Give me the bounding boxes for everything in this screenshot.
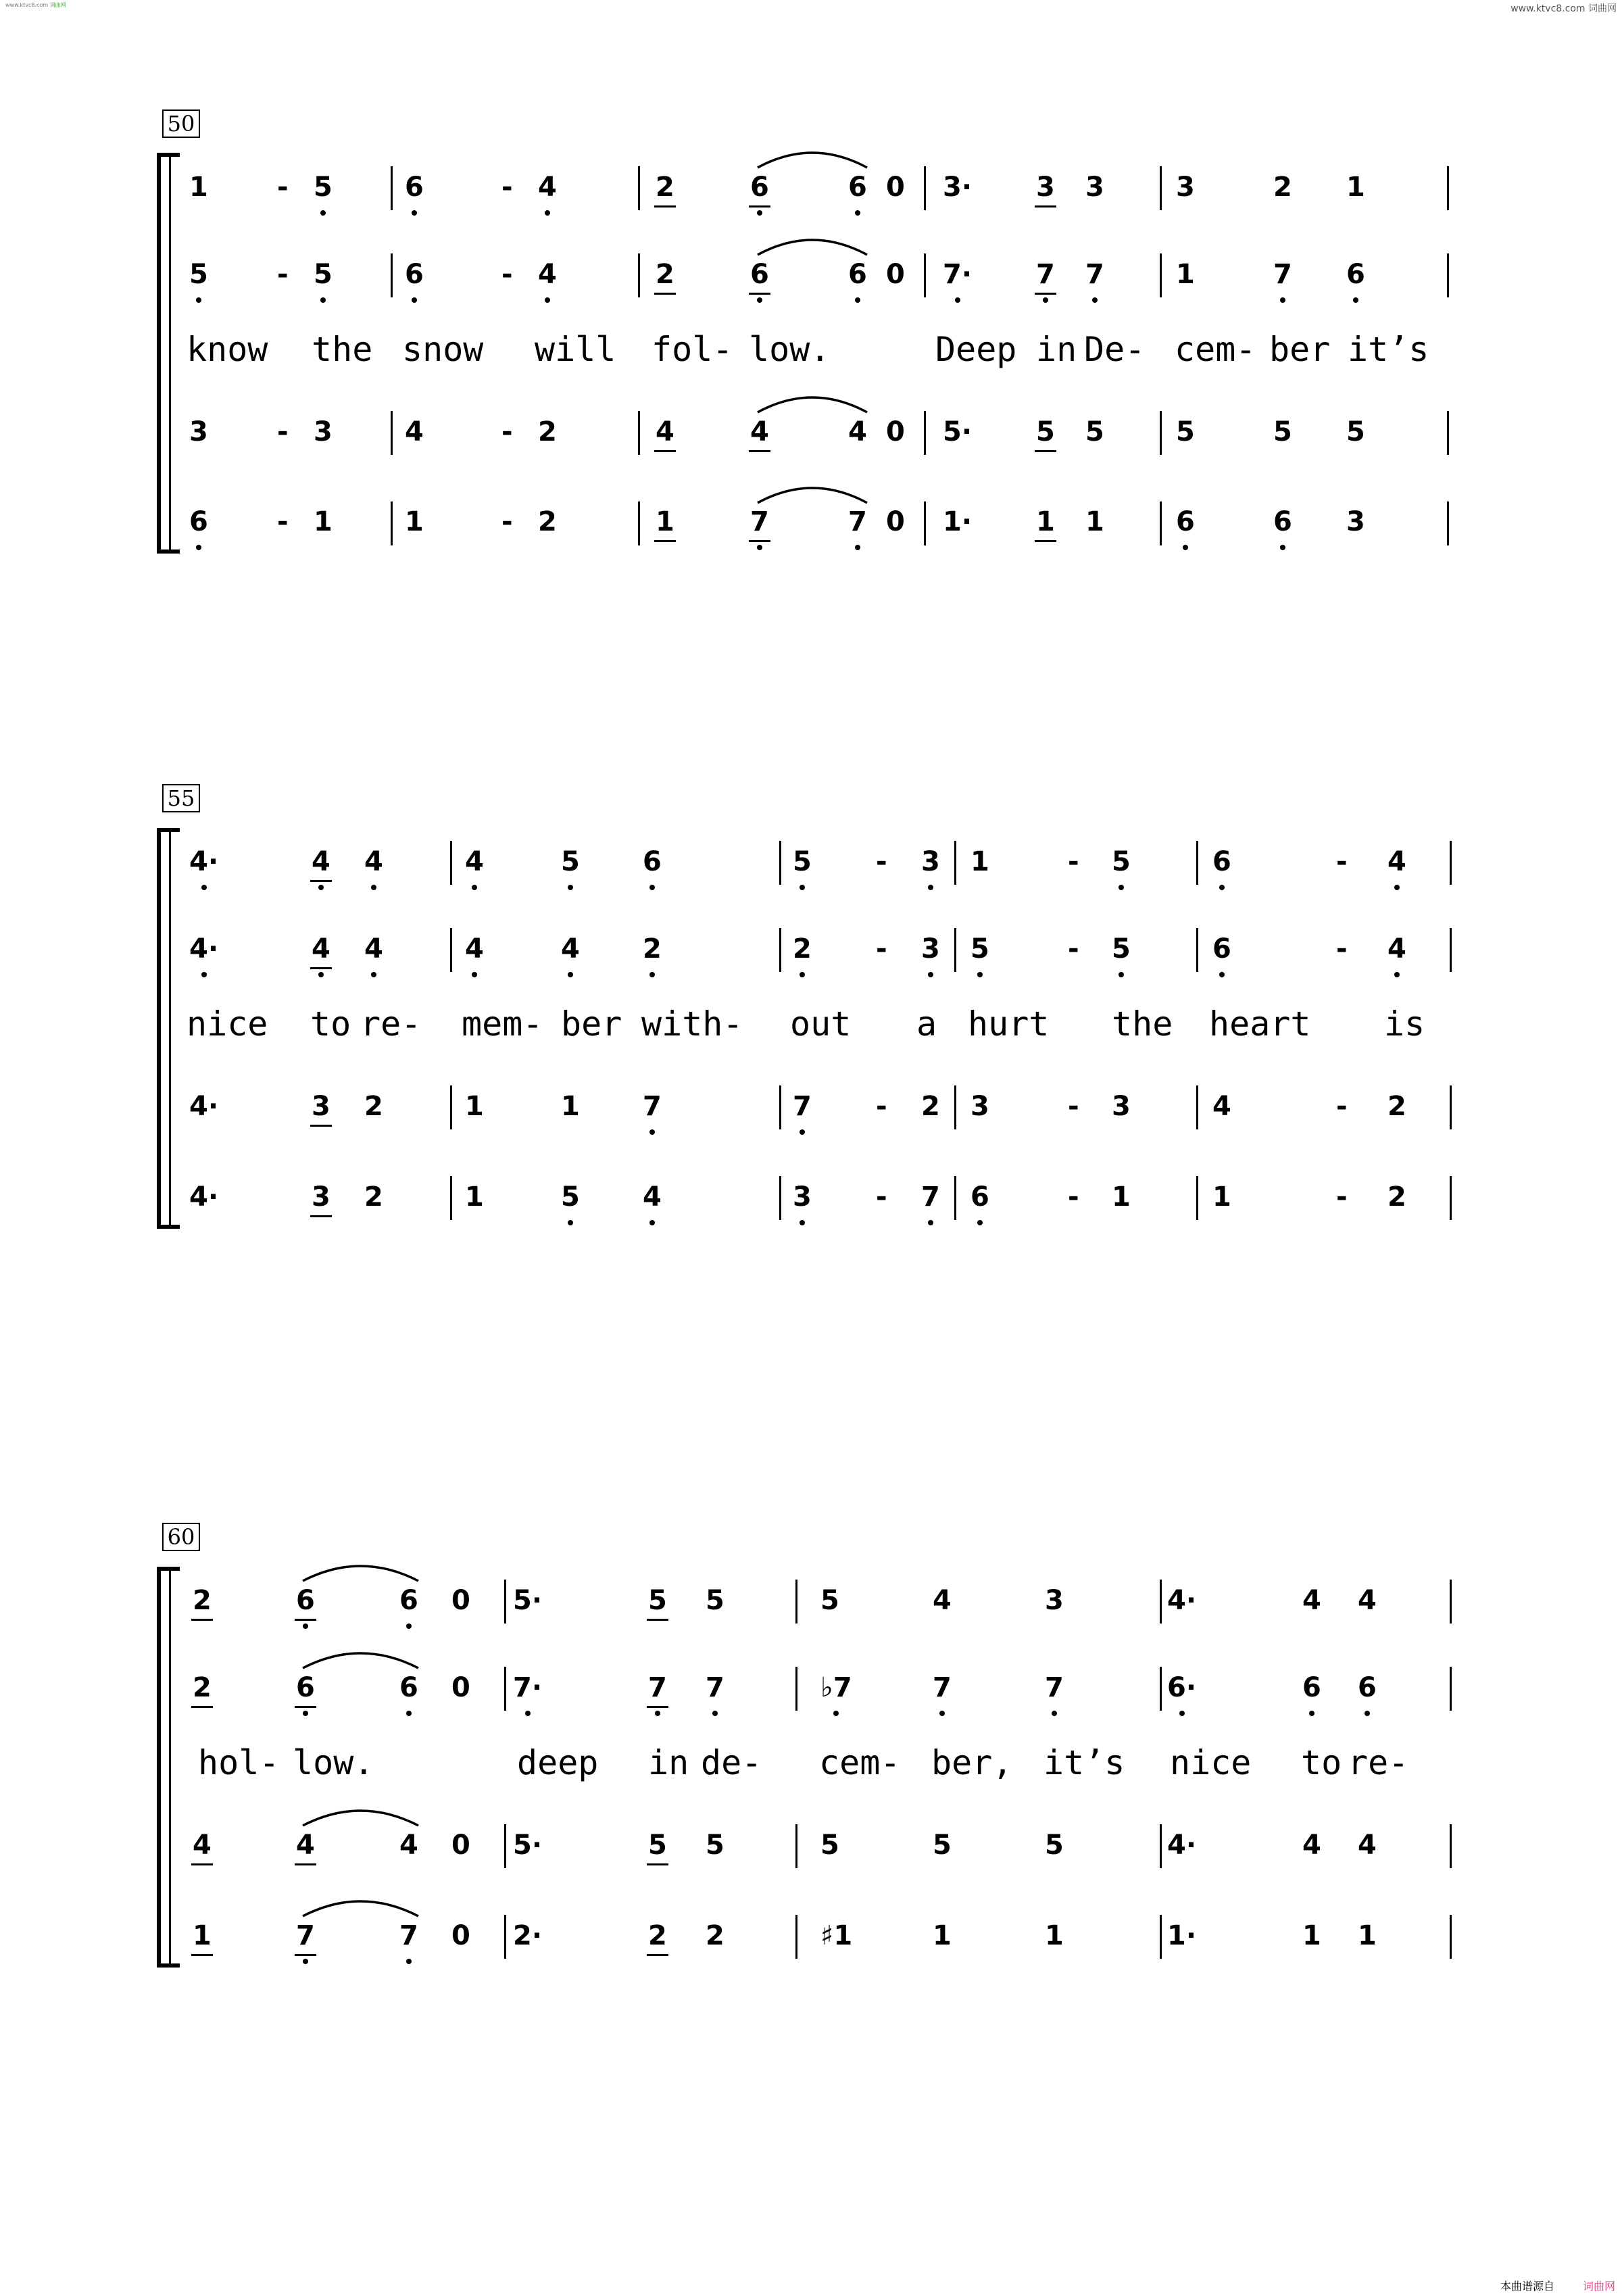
footer-source: 本曲谱源自 — [1500, 2280, 1554, 2293]
jianpu-note: 4· — [189, 1181, 219, 1213]
barline — [1160, 411, 1162, 455]
jianpu-note: 6 — [296, 1585, 315, 1616]
jianpu-note: 4 — [399, 1830, 418, 1861]
jianpu-note: 7 — [933, 1672, 952, 1703]
jianpu-note: 4· — [1167, 1830, 1197, 1861]
barline — [1160, 1667, 1162, 1711]
jianpu-note: 1 — [1358, 1920, 1377, 1951]
lyric-syllable: ber, — [931, 1743, 1013, 1782]
barline — [391, 411, 393, 455]
jianpu-note: 4 — [848, 416, 867, 447]
lyric-syllable: out — [790, 1004, 852, 1044]
lyric-syllable: in — [648, 1743, 689, 1782]
jianpu-note: 1 — [189, 172, 208, 203]
barline — [795, 1824, 797, 1868]
jianpu-note: 7 — [848, 506, 867, 537]
jianpu-note: 2 — [538, 416, 557, 447]
jianpu-note: 5· — [513, 1830, 543, 1861]
jianpu-note: 6 — [1273, 506, 1292, 537]
jianpu-note: 4· — [189, 933, 219, 964]
jianpu-note: 0 — [451, 1830, 470, 1861]
barline — [1160, 1915, 1162, 1959]
jianpu-note: 3 — [1045, 1585, 1064, 1616]
jianpu-note: 7 — [706, 1672, 724, 1703]
barline — [638, 411, 640, 455]
jianpu-note: 7 — [643, 1091, 662, 1122]
lyric-syllable: deep — [517, 1743, 599, 1782]
jianpu-note: 6 — [1302, 1672, 1321, 1703]
barline — [638, 502, 640, 545]
barline — [638, 253, 640, 297]
slur — [303, 1558, 418, 1585]
barline — [779, 841, 781, 885]
jianpu-note: 1 — [1212, 1181, 1231, 1213]
bracket-hook-top — [157, 828, 180, 832]
barline — [1450, 1176, 1452, 1220]
jianpu-note: 1 — [1112, 1181, 1131, 1213]
slur — [758, 389, 867, 416]
jianpu-note: 4 — [1387, 933, 1406, 964]
jianpu-note: 3 — [1346, 506, 1365, 537]
jianpu-note: 3 — [312, 1091, 330, 1122]
barline — [450, 1085, 452, 1129]
jianpu-note: 5 — [1045, 1830, 1064, 1861]
jianpu-note: - — [876, 846, 887, 877]
jianpu-note: 1· — [1167, 1920, 1197, 1951]
jianpu-note: 4 — [750, 416, 769, 447]
lyric-syllable: a — [916, 1004, 937, 1044]
jianpu-note: 5 — [189, 259, 208, 290]
jianpu-note: 7 — [921, 1181, 940, 1213]
system-bracket-line — [169, 828, 171, 1229]
slur — [758, 480, 867, 507]
lyric-syllable: mem- — [462, 1004, 543, 1044]
barline — [954, 841, 956, 885]
barline — [779, 928, 781, 972]
jianpu-note: 6 — [399, 1672, 418, 1703]
jianpu-note: - — [501, 416, 513, 447]
lyric-syllable: is — [1384, 1004, 1425, 1044]
jianpu-note: - — [1336, 1091, 1348, 1122]
barline — [795, 1580, 797, 1623]
lyric-syllable: in — [1036, 330, 1077, 369]
measure-number: 55 — [162, 784, 200, 812]
barline — [1160, 1824, 1162, 1868]
jianpu-note: 4 — [643, 1181, 662, 1213]
barline — [1450, 1085, 1452, 1129]
system-bracket — [157, 1567, 161, 1968]
jianpu-note: 4 — [296, 1830, 315, 1861]
jianpu-note: 6 — [848, 172, 867, 203]
barline — [954, 1085, 956, 1129]
jianpu-note: 2 — [364, 1091, 383, 1122]
jianpu-note: - — [1068, 933, 1079, 964]
lyric-syllable: fol- — [652, 330, 733, 369]
jianpu-note: 4 — [405, 416, 424, 447]
jianpu-note: - — [1068, 1091, 1079, 1122]
jianpu-note: 4 — [1387, 846, 1406, 877]
barline — [504, 1824, 506, 1868]
jianpu-note: 7 — [1273, 259, 1292, 290]
lyric-syllable: the — [312, 330, 373, 369]
barline — [1196, 841, 1198, 885]
jianpu-note: 2 — [193, 1672, 212, 1703]
lyric-syllable: with- — [641, 1004, 743, 1044]
jianpu-note: 3 — [1036, 172, 1055, 203]
jianpu-note: 4 — [465, 846, 484, 877]
lyric-syllable: it’s — [1348, 330, 1429, 369]
jianpu-note: ♯1 — [820, 1920, 853, 1951]
jianpu-note: - — [277, 172, 289, 203]
jianpu-note: 6 — [189, 506, 208, 537]
jianpu-note: 2 — [706, 1920, 724, 1951]
jianpu-note: 1 — [1346, 172, 1365, 203]
lyric-syllable: the — [1112, 1004, 1173, 1044]
barline — [924, 166, 926, 210]
jianpu-note: 5 — [1112, 933, 1131, 964]
lyric-syllable: De- — [1084, 330, 1146, 369]
jianpu-note: 2 — [656, 259, 674, 290]
jianpu-note: 1· — [943, 506, 973, 537]
lyric-syllable: ber — [1269, 330, 1331, 369]
jianpu-note: 3 — [189, 416, 208, 447]
barline — [1450, 1915, 1452, 1959]
jianpu-note: 4 — [538, 172, 557, 203]
jianpu-note: 6 — [405, 259, 424, 290]
jianpu-note: 1 — [465, 1181, 484, 1213]
jianpu-note: 1 — [314, 506, 333, 537]
jianpu-note: 4· — [189, 846, 219, 877]
lyric-syllable: low. — [749, 330, 831, 369]
jianpu-note: 1 — [1036, 506, 1055, 537]
barline — [450, 1176, 452, 1220]
jianpu-note: 3 — [1112, 1091, 1131, 1122]
jianpu-note: - — [1336, 846, 1348, 877]
jianpu-note: 1 — [193, 1920, 212, 1951]
barline — [1450, 1667, 1452, 1711]
jianpu-note: 6 — [643, 846, 662, 877]
jianpu-note: 5 — [1273, 416, 1292, 447]
system-bracket — [157, 828, 161, 1229]
jianpu-note: - — [501, 506, 513, 537]
jianpu-note: - — [277, 506, 289, 537]
jianpu-note: 6 — [296, 1672, 315, 1703]
lyric-syllable: re- — [360, 1004, 422, 1044]
bracket-hook-bottom — [157, 1225, 180, 1229]
jianpu-note: 5 — [1346, 416, 1365, 447]
jianpu-note: 4 — [1358, 1830, 1377, 1861]
jianpu-note: 6 — [1176, 506, 1195, 537]
lyric-syllable: know — [187, 330, 268, 369]
bracket-hook-top — [157, 153, 180, 157]
barline — [779, 1176, 781, 1220]
jianpu-note: - — [1068, 1181, 1079, 1213]
system-bracket-line — [169, 153, 171, 554]
barline — [795, 1915, 797, 1959]
jianpu-note: 6 — [750, 259, 769, 290]
jianpu-note: 2 — [364, 1181, 383, 1213]
lyric-syllable: re- — [1348, 1743, 1409, 1782]
barline — [391, 166, 393, 210]
jianpu-note: 2 — [648, 1920, 667, 1951]
barline — [1196, 1176, 1198, 1220]
jianpu-note: 5 — [648, 1585, 667, 1616]
jianpu-note: 7 — [399, 1920, 418, 1951]
jianpu-note: 7 — [1045, 1672, 1064, 1703]
jianpu-note: 3· — [943, 172, 973, 203]
jianpu-note: - — [1068, 846, 1079, 877]
jianpu-note: 4 — [364, 933, 383, 964]
jianpu-note: - — [1336, 933, 1348, 964]
slur — [758, 145, 867, 172]
barline — [1447, 253, 1449, 297]
barline — [1447, 166, 1449, 210]
jianpu-note: 4· — [1167, 1585, 1197, 1616]
jianpu-note: - — [277, 259, 289, 290]
header-site: www.ktvc8.com 词曲网 — [1510, 3, 1617, 14]
barline — [1450, 1824, 1452, 1868]
jianpu-note: 7· — [513, 1672, 543, 1703]
jianpu-note: 4 — [312, 933, 330, 964]
jianpu-note: - — [277, 416, 289, 447]
barline — [638, 166, 640, 210]
barline — [391, 253, 393, 297]
jianpu-note: 1 — [405, 506, 424, 537]
barline — [954, 928, 956, 972]
jianpu-note: 0 — [451, 1672, 470, 1703]
lyric-syllable: ber — [561, 1004, 622, 1044]
jianpu-note: 6 — [1212, 846, 1231, 877]
jianpu-note: 1 — [656, 506, 674, 537]
measure-number: 60 — [162, 1523, 200, 1551]
jianpu-note: 1 — [1085, 506, 1104, 537]
jianpu-note: 6 — [399, 1585, 418, 1616]
jianpu-note: 2 — [1387, 1181, 1406, 1213]
jianpu-note: 1 — [465, 1091, 484, 1122]
jianpu-note: - — [1336, 1181, 1348, 1213]
jianpu-note: 3 — [312, 1181, 330, 1213]
jianpu-note: - — [501, 172, 513, 203]
system-bracket-line — [169, 1567, 171, 1968]
jianpu-note: 4 — [193, 1830, 212, 1861]
jianpu-note: - — [876, 933, 887, 964]
jianpu-note: 2 — [1387, 1091, 1406, 1122]
jianpu-note: 2 — [193, 1585, 212, 1616]
jianpu-note: 2 — [921, 1091, 940, 1122]
jianpu-note: 6 — [1358, 1672, 1377, 1703]
jianpu-note: 6 — [1212, 933, 1231, 964]
jianpu-note: 7 — [1085, 259, 1104, 290]
jianpu-note: 4 — [364, 846, 383, 877]
lyric-syllable: cem- — [1175, 330, 1256, 369]
jianpu-note: 0 — [451, 1585, 470, 1616]
jianpu-note: 5 — [1036, 416, 1055, 447]
jianpu-note: 2 — [793, 933, 812, 964]
lyric-syllable: hurt — [968, 1004, 1050, 1044]
jianpu-note: 4 — [312, 846, 330, 877]
slur — [303, 1645, 418, 1672]
jianpu-note: 6 — [405, 172, 424, 203]
jianpu-note: 4 — [933, 1585, 952, 1616]
jianpu-note: - — [876, 1091, 887, 1122]
barline — [924, 411, 926, 455]
jianpu-note: 7· — [943, 259, 973, 290]
jianpu-note: 3 — [1176, 172, 1195, 203]
jianpu-note: 6 — [970, 1181, 989, 1213]
jianpu-note: 1 — [561, 1091, 580, 1122]
jianpu-note: 2 — [656, 172, 674, 203]
barline — [1160, 166, 1162, 210]
lyric-syllable: de- — [701, 1743, 762, 1782]
barline — [504, 1667, 506, 1711]
jianpu-note: 4 — [1358, 1585, 1377, 1616]
barline — [504, 1915, 506, 1959]
bracket-hook-top — [157, 1567, 180, 1571]
jianpu-note: 5 — [933, 1830, 952, 1861]
jianpu-note: 3 — [314, 416, 333, 447]
footer-site: 词曲网 — [1582, 2280, 1615, 2293]
jianpu-note: 3 — [921, 933, 940, 964]
jianpu-note: 3 — [921, 846, 940, 877]
barline — [1160, 1580, 1162, 1623]
jianpu-note: 4 — [465, 933, 484, 964]
slur — [758, 232, 867, 259]
jianpu-note: 4 — [656, 416, 674, 447]
lyric-syllable: to — [310, 1004, 351, 1044]
barline — [1160, 502, 1162, 545]
jianpu-note: 1 — [970, 846, 989, 877]
jianpu-note: 2 — [643, 933, 662, 964]
lyric-syllable: nice — [1170, 1743, 1252, 1782]
barline — [1196, 928, 1198, 972]
lyric-syllable: it’s — [1043, 1743, 1125, 1782]
site-logo-text: www.ktvc8.com 词曲网 — [5, 2, 66, 8]
jianpu-note: 5 — [1176, 416, 1195, 447]
jianpu-note: 4 — [1212, 1091, 1231, 1122]
barline — [1447, 502, 1449, 545]
jianpu-note: 6 — [848, 259, 867, 290]
jianpu-note: 0 — [886, 259, 905, 290]
jianpu-note: - — [876, 1181, 887, 1213]
jianpu-note: 7 — [648, 1672, 667, 1703]
jianpu-note: 5 — [970, 933, 989, 964]
jianpu-note: 3 — [793, 1181, 812, 1213]
jianpu-note: 6 — [750, 172, 769, 203]
jianpu-note: 4 — [538, 259, 557, 290]
jianpu-note: 4 — [1302, 1585, 1321, 1616]
jianpu-note: 0 — [886, 172, 905, 203]
barline — [779, 1085, 781, 1129]
jianpu-note: 6 — [1346, 259, 1365, 290]
lyric-syllable: cem- — [819, 1743, 901, 1782]
jianpu-note: 7 — [750, 506, 769, 537]
jianpu-note: 4· — [189, 1091, 219, 1122]
jianpu-note: 5 — [314, 172, 333, 203]
jianpu-note: 0 — [886, 416, 905, 447]
jianpu-note: 0 — [886, 506, 905, 537]
jianpu-note: 3 — [970, 1091, 989, 1122]
barline — [391, 502, 393, 545]
lyric-syllable: low. — [293, 1743, 374, 1782]
jianpu-note: 3 — [1085, 172, 1104, 203]
lyric-syllable: to — [1301, 1743, 1342, 1782]
jianpu-note: 2 — [538, 506, 557, 537]
jianpu-note: 5 — [1085, 416, 1104, 447]
bracket-hook-bottom — [157, 549, 180, 554]
jianpu-note: 5 — [561, 846, 580, 877]
jianpu-note: 7 — [1036, 259, 1055, 290]
jianpu-note: 5· — [513, 1585, 543, 1616]
barline — [1196, 1085, 1198, 1129]
jianpu-note: 5 — [820, 1830, 839, 1861]
barline — [1447, 411, 1449, 455]
jianpu-note: 7 — [793, 1091, 812, 1122]
barline — [924, 502, 926, 545]
jianpu-note: 5 — [793, 846, 812, 877]
barline — [954, 1176, 956, 1220]
barline — [1450, 928, 1452, 972]
barline — [504, 1580, 506, 1623]
lyric-syllable: will — [535, 330, 616, 369]
lyric-syllable: heart — [1209, 1004, 1311, 1044]
system-bracket — [157, 153, 161, 554]
jianpu-note: 0 — [451, 1920, 470, 1951]
jianpu-note: 5 — [648, 1830, 667, 1861]
jianpu-note: 5 — [820, 1585, 839, 1616]
lyric-syllable: nice — [187, 1004, 268, 1044]
jianpu-note: 2 — [1273, 172, 1292, 203]
jianpu-note: 5 — [314, 259, 333, 290]
measure-number: 50 — [162, 109, 200, 138]
jianpu-note: - — [501, 259, 513, 290]
jianpu-note: 5 — [561, 1181, 580, 1213]
slur — [303, 1893, 418, 1920]
bracket-hook-bottom — [157, 1963, 180, 1968]
jianpu-note: 6· — [1167, 1672, 1197, 1703]
jianpu-note: 4 — [561, 933, 580, 964]
jianpu-note: 5 — [706, 1830, 724, 1861]
barline — [450, 928, 452, 972]
jianpu-note: 1 — [1045, 1920, 1064, 1951]
jianpu-note: 7 — [296, 1920, 315, 1951]
lyric-syllable: snow — [402, 330, 484, 369]
slur — [303, 1803, 418, 1830]
jianpu-note: ♭7 — [820, 1672, 852, 1703]
barline — [450, 841, 452, 885]
barline — [1160, 253, 1162, 297]
jianpu-note: 5 — [1112, 846, 1131, 877]
jianpu-note: 5 — [706, 1585, 724, 1616]
barline — [924, 253, 926, 297]
jianpu-note: 2· — [513, 1920, 543, 1951]
barline — [1450, 841, 1452, 885]
jianpu-note: 1 — [1176, 259, 1195, 290]
barline — [1450, 1580, 1452, 1623]
jianpu-note: 4 — [1302, 1830, 1321, 1861]
jianpu-note: 1 — [1302, 1920, 1321, 1951]
jianpu-note: 5· — [943, 416, 973, 447]
lyric-syllable: Deep — [935, 330, 1017, 369]
jianpu-note: 1 — [933, 1920, 952, 1951]
lyric-syllable: hol- — [198, 1743, 280, 1782]
barline — [795, 1667, 797, 1711]
